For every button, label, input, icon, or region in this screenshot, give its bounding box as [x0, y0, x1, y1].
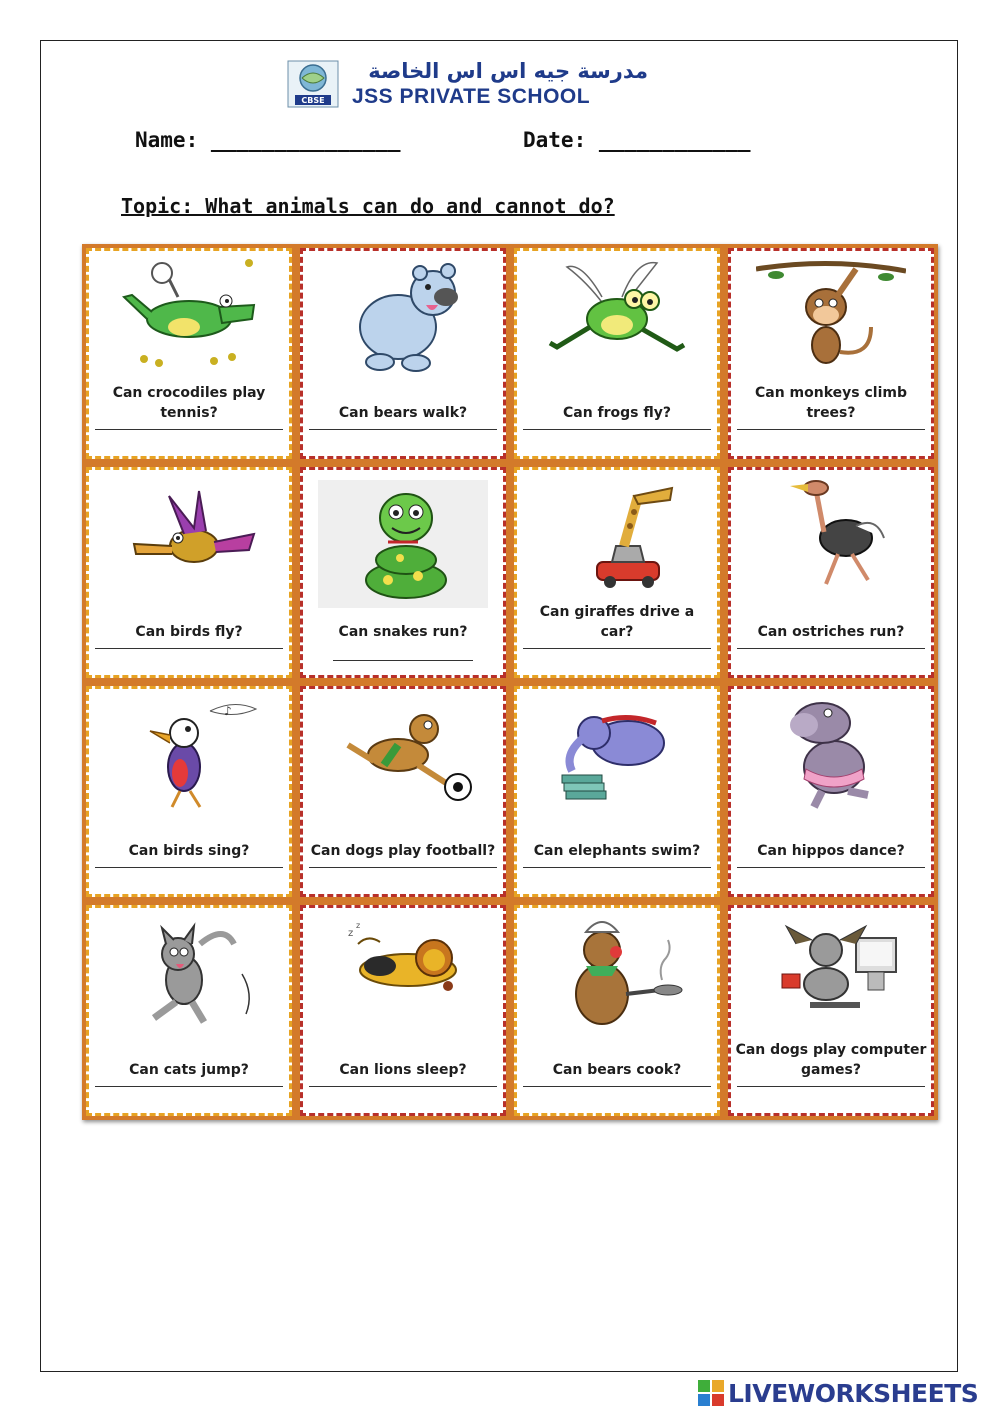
card-dog-football [300, 686, 506, 897]
liveworksheets-logo-icon [698, 1380, 724, 1406]
question-text: Can frogs fly? [562, 405, 672, 421]
dog-computer-icon [756, 914, 906, 1032]
svg-text:♪: ♪ [224, 704, 232, 718]
answer-line[interactable] [737, 867, 925, 869]
bird-icon [114, 476, 264, 594]
name-field[interactable]: Name: _______________ [135, 128, 401, 152]
card-singing-bird [86, 686, 292, 897]
answer-line[interactable] [523, 867, 711, 869]
card-monkey [728, 248, 934, 459]
question-text: Can ostriches run? [757, 624, 905, 640]
answer-line[interactable] [95, 648, 283, 650]
question-text: Can hippos dance? [757, 843, 905, 859]
answer-line[interactable] [737, 648, 925, 650]
card-hippo [728, 686, 934, 897]
dog-icon [328, 695, 478, 813]
question-text: Can lions sleep? [339, 1062, 467, 1078]
topic-heading: Topic: What animals can do and cannot do? [121, 194, 615, 218]
answer-line[interactable] [523, 648, 711, 650]
singing-bird-icon [114, 695, 264, 813]
crocodile-icon [114, 257, 264, 375]
question-text: Can elephants swim? [533, 843, 701, 859]
question-text: Can dogs play computer games? [735, 1042, 927, 1078]
question-text: Can snakes run? [338, 624, 468, 640]
animal-cards-grid [82, 244, 938, 1120]
question-text: Can bears walk? [338, 405, 468, 421]
answer-line[interactable] [737, 1086, 925, 1088]
card-cooking-bear [514, 905, 720, 1116]
answer-line[interactable] [333, 660, 473, 662]
question-text: Can crocodiles play tennis? [112, 385, 266, 421]
question-text: Can bears cook? [552, 1062, 682, 1078]
card-crocodile [86, 248, 292, 459]
card-bear [300, 248, 506, 459]
answer-line[interactable] [309, 429, 497, 431]
date-field[interactable]: Date: ____________ [523, 128, 751, 152]
question-text: Can birds sing? [128, 843, 250, 859]
answer-line[interactable] [737, 429, 925, 431]
card-ostrich [728, 467, 934, 678]
liveworksheets-text: LIVEWORKSHEETS [728, 1378, 979, 1408]
ostrich-icon [756, 476, 906, 594]
school-name-english: JSS PRIVATE SCHOOL [352, 85, 591, 108]
frog-icon [542, 257, 692, 375]
question-text: Can giraffes drive a car? [539, 604, 695, 640]
liveworksheets-brand [698, 1378, 978, 1408]
card-snake [300, 467, 506, 678]
lion-icon [328, 914, 478, 1032]
cat-icon [114, 914, 264, 1032]
answer-line[interactable] [309, 1086, 497, 1088]
answer-line[interactable] [95, 1086, 283, 1088]
logo-badge: CBSE [301, 96, 325, 105]
question-text: Can monkeys climb trees? [754, 385, 907, 421]
card-frog [514, 248, 720, 459]
answer-line[interactable] [523, 1086, 711, 1088]
svg-text:z: z [348, 928, 354, 939]
monkey-icon [756, 257, 906, 375]
question-text: Can cats jump? [129, 1062, 249, 1078]
answer-line[interactable] [95, 867, 283, 869]
cooking-bear-icon [542, 914, 692, 1032]
elephant-icon [542, 695, 692, 813]
snake-icon [318, 480, 488, 608]
giraffe-icon [542, 476, 692, 594]
card-giraffe [514, 467, 720, 678]
answer-line[interactable] [95, 429, 283, 431]
answer-line[interactable] [523, 429, 711, 431]
card-elephant [514, 686, 720, 897]
card-dog-computer [728, 905, 934, 1116]
bear-icon [328, 257, 478, 375]
card-bird [86, 467, 292, 678]
question-text: Can dogs play football? [310, 843, 496, 859]
hippo-icon [756, 695, 906, 813]
svg-text:z: z [356, 921, 361, 930]
school-logo-icon [287, 60, 339, 108]
card-cat [86, 905, 292, 1116]
card-lion [300, 905, 506, 1116]
school-name-arabic: مدرسة جيه اس اس الخاصة [368, 59, 648, 83]
answer-line[interactable] [309, 867, 497, 869]
question-text: Can birds fly? [135, 624, 243, 640]
